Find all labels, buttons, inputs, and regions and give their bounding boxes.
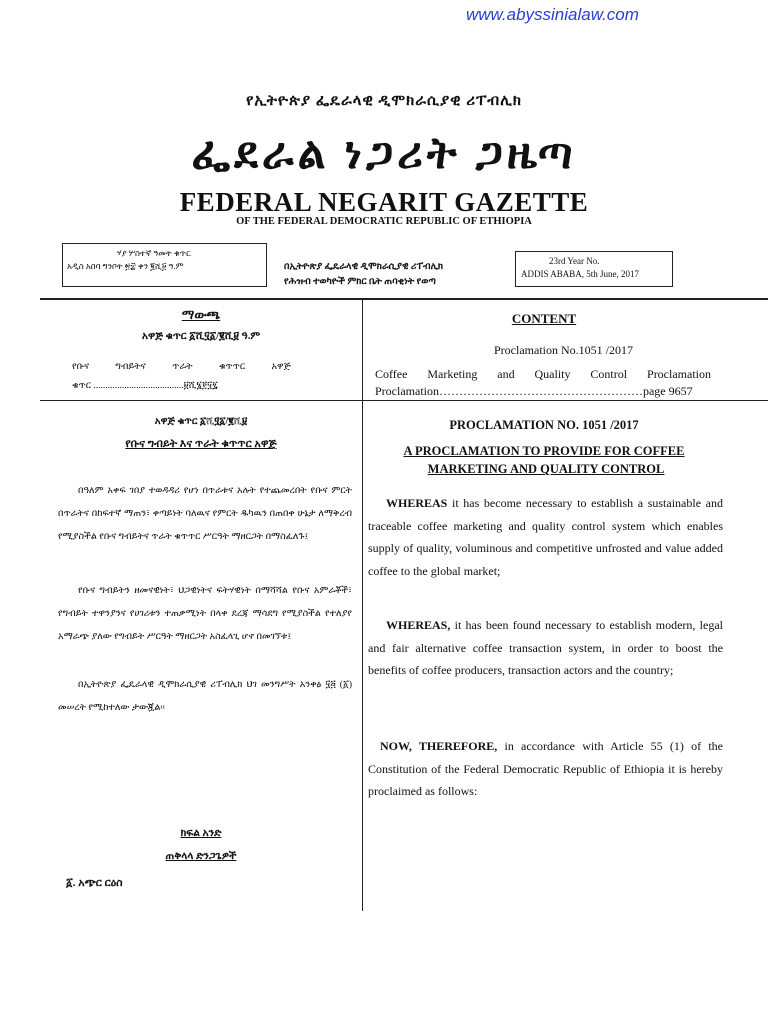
amharic-republic-name: የኢትዮጵያ ፌዴራላዊ ዲሞክራሲያዊ ሪፐብሊክ	[246, 93, 522, 109]
now-therefore-text: in accordance with Article 55 (1) of the Constitution of the Federal Democratic Republic of Ethiopia it is hereby proclaimed as follows:	[368, 739, 723, 798]
now-therefore-paragraph	[368, 735, 723, 803]
english-gazette-subtitle: OF THE FEDERAL DEMOCRATIC REPUBLIC OF ETHIOPIA	[236, 216, 532, 227]
amharic-part-heading: ክፍል አንድ	[180, 828, 222, 839]
amharic-issue-box	[62, 243, 267, 287]
amharic-contents-item-line1: የቡና ግብይትና ጥራት ቁጥጥር አዋጅ	[72, 362, 291, 372]
publisher-note	[284, 260, 443, 290]
whereas-2-text: it has been found necessary to establish modern, legal and fair alternative coffee transaction system, in order to boost the benefits of coffee producers, transaction actors and the country;	[368, 618, 723, 677]
amharic-proclamation-no: አዋጅ ቁጥር ፩ሺ፶፩/፪ሺ፱	[154, 416, 248, 427]
english-title-line1: A PROCLAMATION TO PROVIDE FOR COFFEE	[403, 444, 685, 458]
amharic-contents-heading: ማውጫ	[181, 307, 221, 322]
english-proclamation-no: PROCLAMATION NO. 1051 /2017	[449, 418, 639, 432]
english-issue-date: ADDIS ABABA, 5th June, 2017	[521, 269, 640, 279]
column-divider	[362, 299, 363, 911]
top-rule	[40, 298, 768, 300]
amharic-preamble-para3: በኢትዮጵያ ፌዴራላዊ ዲሞክራሲያዊ ሪፐብሊክ ህገ መንግሥት አንቀፅ ፶፭ (፩) መሠረት የሚከተለው ታውጇል፡፡	[58, 680, 352, 713]
now-therefore-lead: NOW, THEREFORE,	[380, 739, 498, 753]
amharic-part-title: ጠቅላላ ድንጋጌዎች	[165, 851, 237, 862]
publisher-note-line1: በኢትዮጵያ ፌዴራላዊ ዲሞክራሲያዊ ሪፐብሊክ	[284, 262, 444, 272]
amharic-preamble-para2: የቡና ግብይትን ዘመናዊነት፣ ህጋዊነትና ፍትሃዊነት በማሻሻል የቡና አምራቾች፣ የግብይት ተዋንያንና የሀገሪቱን ተጠቃሚነት በላቀ ደረጃ ማሳደግ የሚያስችል የተለያየ አማራጭ ያለው የግብይት ሥርዓት ማዘርጋት አስፈላጊ ሆኖ በመገኘቱ፤	[58, 586, 352, 642]
english-contents-heading: CONTENT	[511, 311, 577, 326]
amharic-preamble-para1: በዓለም አቀፍ ገበያ ተወዳዳሪ የሆነ በጥራቱና አሉት የተጨመረበት የቡና ምርት በጥራትና በከፍተኛ ማጠን፣ ቀጣይነት ባለዉና የምርት ዱካዉን በጠበቀ ሁኔታ ለማቅረብ የሚያስችል የቡና ግብይትና ጥራት ቁጥጥር ሥርዓት ማዘርጋት በማስፈለጉ፤	[58, 486, 352, 542]
amharic-contents-item-page: ቁጥር ......................................፱ሺ፮፻፶፯	[72, 381, 218, 391]
amharic-proclamation-title: የቡና ግብይት እና ጥራት ቁጥጥር አዋጅ	[125, 438, 277, 450]
english-contents-proclamation-no: Proclamation No.1051 /2017	[494, 343, 633, 357]
amharic-issue-date: አዲስ አበባ ግንቦት ፳፰ ቀን ፪ሺ፱ ዓ.ም	[67, 261, 184, 271]
website-link[interactable]: www.abyssinialaw.com	[466, 5, 639, 24]
english-title-line2: MARKETING AND QUALITY CONTROL	[427, 462, 665, 476]
publisher-note-line2: የሕዝብ ተወካዮች ምክር ቤት ጠባቂነት የወጣ	[284, 277, 436, 287]
english-gazette-title: FEDERAL NEGARIT GAZETTE	[179, 187, 589, 217]
whereas-paragraph-1	[368, 492, 723, 582]
amharic-gazette-title: ፌደራል ነጋሪት ጋዜጣ	[191, 129, 577, 178]
amharic-issue-year: ሃያ ሦስተኛ ዓመት ቁጥር	[117, 248, 191, 258]
whereas-1-lead: WHEREAS	[386, 496, 448, 510]
amharic-contents-proclamation-no: አዋጅ ቁጥር ፩ሺ፶፩/፪ሺ፱ ዓ.ም	[141, 331, 261, 342]
contents-rule	[40, 400, 768, 401]
english-issue-year: 23rd Year No.	[549, 256, 600, 266]
english-contents-item-line2: Proclamation……………………………………………page 9657	[375, 384, 693, 398]
amharic-contents-item	[72, 358, 352, 377]
english-issue-box	[515, 251, 673, 287]
amharic-article-heading: ፩. አጭር ርዕስ	[66, 877, 123, 889]
english-contents-item-line1: Coffee Marketing and Quality Control Proclamation	[375, 367, 711, 381]
whereas-paragraph-2	[368, 614, 723, 682]
whereas-1-text: it has become necessary to establish a sustainable and traceable coffee marketing and quality control system which enables supply of quality, voluminous and competitive unfrosted and value added coffee to the global market;	[368, 496, 723, 578]
whereas-2-lead: WHEREAS,	[386, 618, 451, 632]
